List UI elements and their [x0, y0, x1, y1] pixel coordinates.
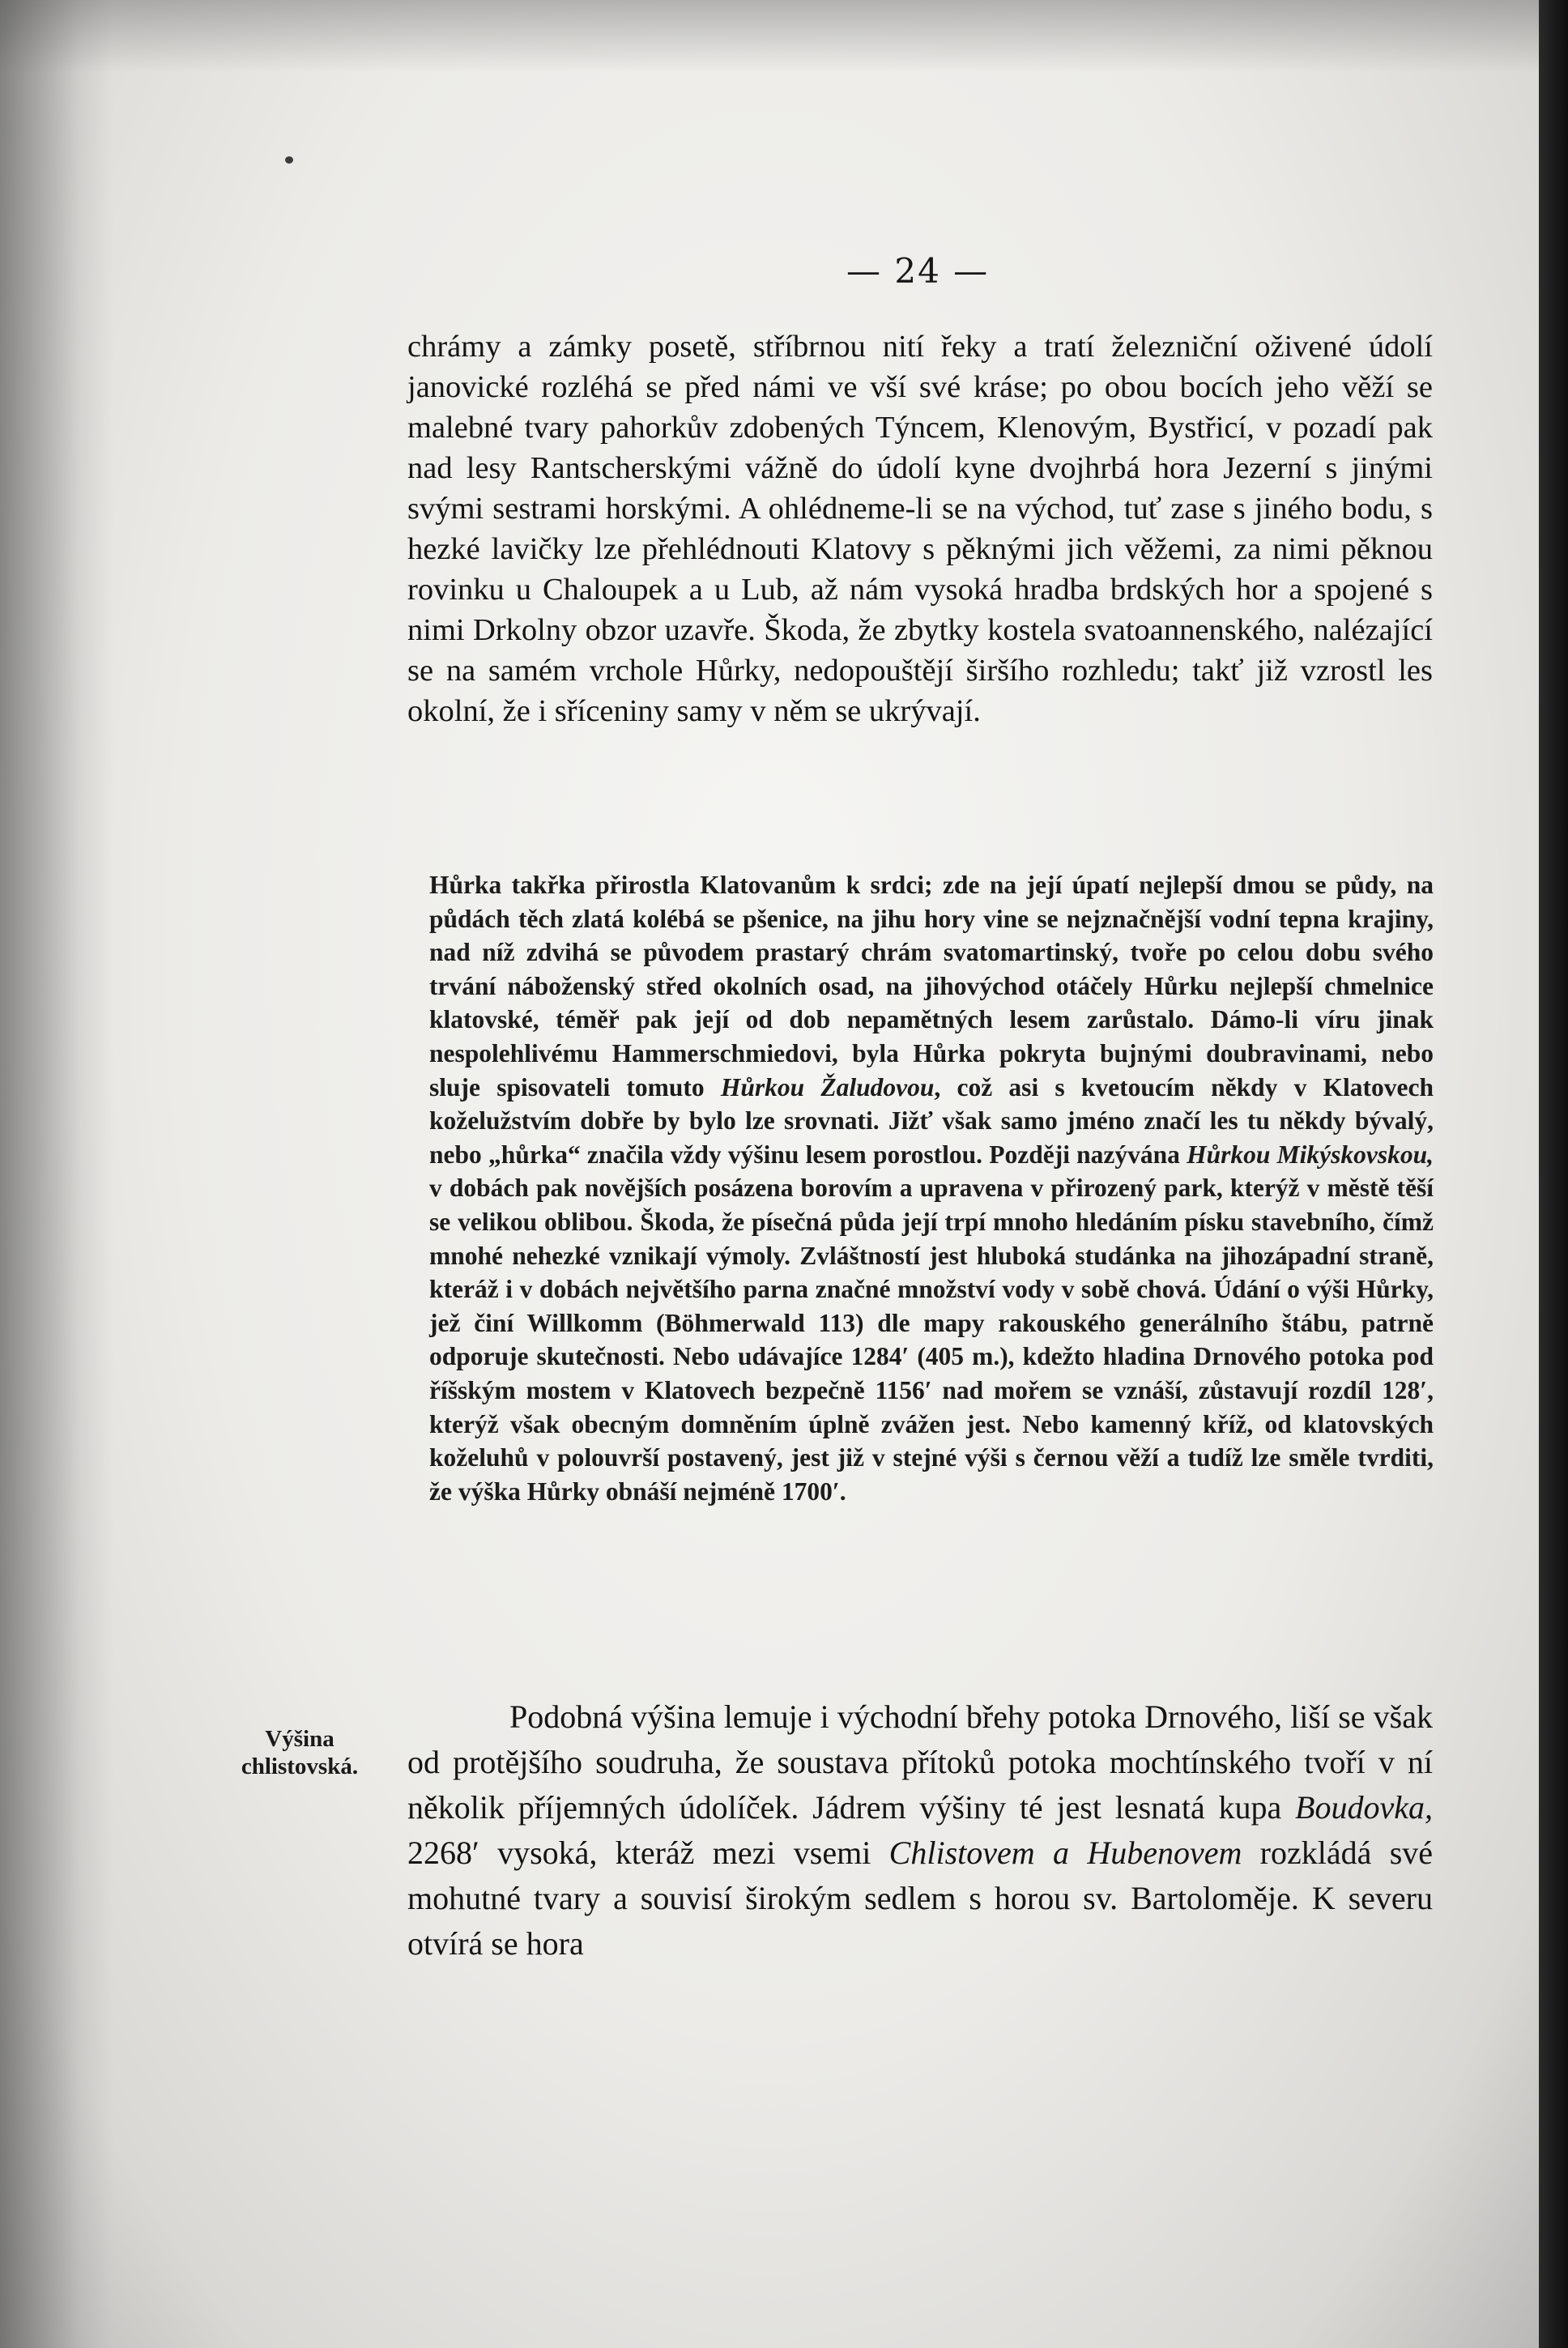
text-run: Podobná výšina lemuje i východní břehy potoka Drnového, liší se však od protějšího soudruha, že soustava přítoků potoka mochtínského tvoří v ní několik příjemných údolíček. Jádrem výšiny té jest lesnatá kupa [407, 1698, 1433, 1826]
italic-term: Chlistovem a Hubenovem [888, 1835, 1242, 1871]
scan-edge [1539, 0, 1568, 2348]
italic-term: Hůrkou Žaludovou [720, 1072, 935, 1102]
paragraph-small-print [429, 868, 1434, 1508]
text-run: Hůrka takřka přirostla Klatovanům k srdci; zde na její úpatí nejlepší dmou se půdy, na půdách těch zlatá kolébá se pšenice, na jihu hory vine se nejznačnější vodní tepna krajiny, nad níž zdvihá se původem prastarý chrám svatomartinský, tvoře po celou dobu svého trvání náboženský střed okolních osad, na jihovýchod otáčely Hůrku nejlepší chmelnice klatovské, téměř pak její od dob nepamětných lesem zarůstalo. Dámo-li víru jinak nespolehlivému Hammerschmiedovi, byla Hůrka pokryta bujnými doubravinami, nebo sluje spisovateli tomuto [429, 871, 1434, 1102]
margin-note-line: Výšina [265, 1726, 334, 1752]
text-run: 2268′ vysoká, kteráž mezi vsemi [407, 1835, 889, 1871]
binding-shadow [0, 0, 113, 2348]
ink-speck [285, 156, 293, 164]
margin-note-line: chlistovská. [241, 1754, 359, 1779]
paragraph-last [407, 1694, 1433, 1967]
page-number: — 24 — [846, 251, 990, 291]
text-run: , což asi s kvetoucím někdy v Klatovech koželužstvím dobře by bylo lze srovnati. Jižť však samo jméno značí les tu někdy bývalý, nebo „hůrka“ značila vždy výšinu lesem porostlou. Později nazývána [429, 1072, 1434, 1169]
top-shadow [0, 0, 1539, 73]
margin-note [207, 1725, 393, 1780]
paragraph-main: chrámy a zámky posetě, stříbrnou nití řeky a tratí železniční oživené údolí janovické rozléhá se před námi ve vší své kráse; po obou bocích jeho věží se malebné tvary pahorkův zdobených Týncem, Klenovým, Bystřicí, v pozadí pak nad lesy Rantscherskými vážně do údolí kyne dvojhrbá hora Jezerní s jinými svými sestrami horskými. A ohlédneme-li se na východ, tuť zase s jiného bodu, s hezké lavičky lze přehlédnouti Klatovy s pěknými jich věžemi, za nimi pěknou rovinku u Chaloupek a u Lub, až nám vysoká hradba brdských hor a spojené s nimi Drkolny obzor uzavře. Škoda, že zbytky kostela svatoannenského, nalézající se na samém vrchole Hůrky, nedopouštějí širšího rozhledu; takť již vzrostl les okolní, že i sříceniny samy v něm se ukrývají. [407, 330, 1433, 728]
text-run: v dobách pak novějších posázena borovím a upravena v přirozený park, kterýž v městě těší se velikou oblibou. Škoda, že písečná půda její trpí mnoho hledáním písku stavebního, čímž mnohé nehezké vznikají výmoly. Zvláštností jest hluboká studánka na jihozápadní straně, kteráž i v dobách největšího parna značné množství vody v sobě chová. Údání o výši Hůrky, jež činí Willkomm (Böhmerwald 113) dle mapy rakouského generálního štábu, patrně odporuje skutečnosti. Nebo udávajíce 1284′ (405 m.), kdežto hladina Drnového potoka pod říšským mostem v Klatovech bezpečně 1156′ nad mořem se vznáší, zůstavují rozdíl 128′, kterýž však obecným domněním úplně zvážen jest. Nebo kamenný kříž, od klatovských koželuhů v polouvrší postavený, jest již v stejné výši s černou věží a tudíž lze směle tvrditi, že výška Hůrky obnáší nejméně 1700′. [429, 1174, 1434, 1506]
text-run: rozkládá své mohutné tvary a souvisí širokým sedlem s horou sv. Bartoloměje. K severu otvírá se hora [407, 1835, 1434, 1962]
italic-term: Hůrkou Mikýskovskou, [1187, 1140, 1434, 1169]
italic-term: Boudovka, [1295, 1789, 1433, 1826]
